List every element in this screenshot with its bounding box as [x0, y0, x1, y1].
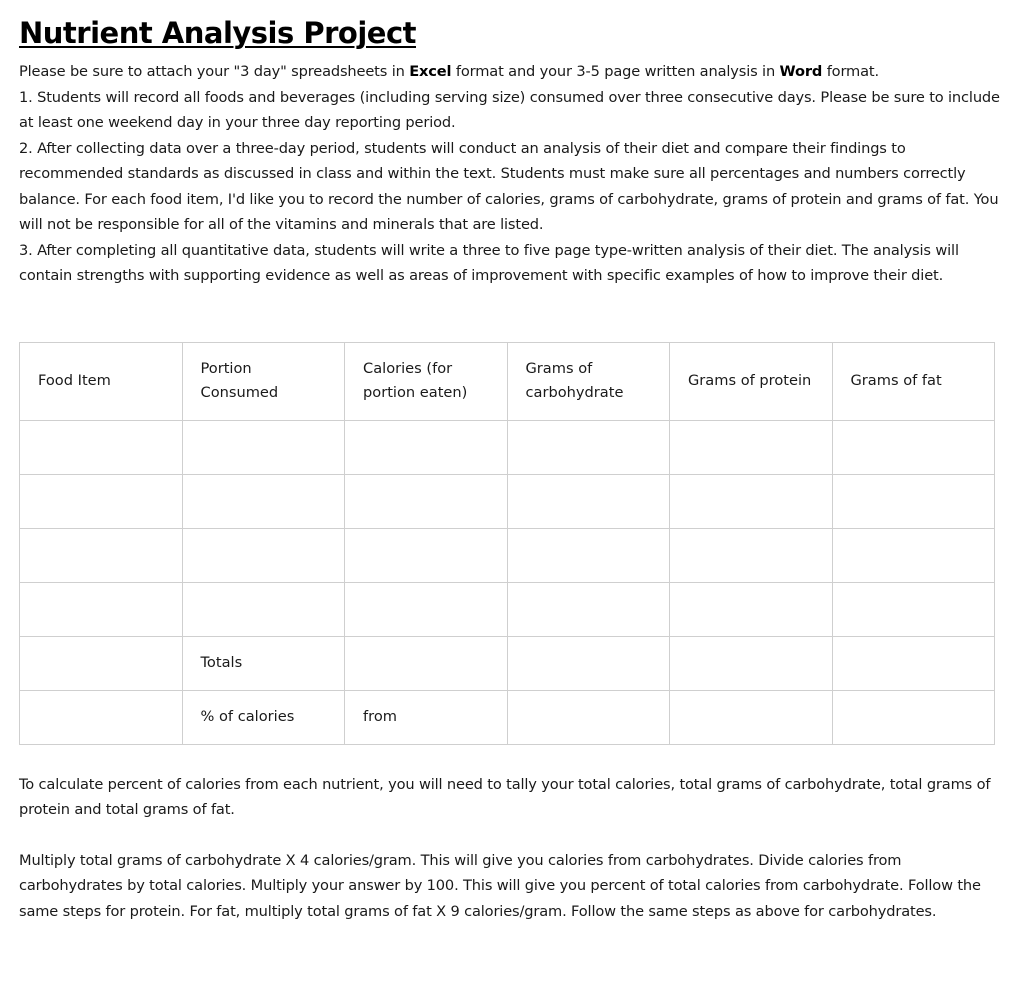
table-cell[interactable]	[670, 582, 833, 636]
table-cell[interactable]	[507, 474, 670, 528]
table-cell[interactable]	[345, 582, 508, 636]
table-cell[interactable]	[182, 528, 345, 582]
table-cell[interactable]	[345, 636, 508, 690]
percent-calories-row	[20, 690, 995, 744]
attach-text-mid: format and your 3-5 page written analysis in	[451, 63, 780, 80]
table-cell[interactable]	[670, 690, 833, 744]
table-row	[20, 474, 995, 528]
table-cell[interactable]	[832, 420, 995, 474]
word-label: Word	[779, 63, 823, 80]
table-cell[interactable]	[20, 474, 183, 528]
header-protein: Grams of protein	[670, 342, 833, 420]
table-header-row	[20, 342, 995, 420]
page-title: Nutrient Analysis Project	[19, 16, 416, 50]
excel-label: Excel	[409, 63, 452, 80]
percent-calories-label: % of calories	[182, 690, 345, 744]
table-cell[interactable]	[20, 636, 183, 690]
instructions	[19, 59, 1005, 289]
table-cell[interactable]	[832, 474, 995, 528]
attach-text-pre: Please be sure to attach your "3 day" spreadsheets in	[19, 63, 410, 80]
table-cell[interactable]	[507, 420, 670, 474]
table-cell[interactable]	[507, 582, 670, 636]
calculation-notes	[19, 772, 1005, 925]
table-cell[interactable]	[670, 420, 833, 474]
header-food-item: Food Item	[20, 342, 183, 420]
table-row	[20, 582, 995, 636]
totals-label: Totals	[182, 636, 345, 690]
table-cell[interactable]	[20, 420, 183, 474]
totals-row	[20, 636, 995, 690]
table-cell[interactable]	[182, 582, 345, 636]
table-cell[interactable]	[20, 690, 183, 744]
table-cell[interactable]	[507, 636, 670, 690]
header-calories: Calories (for portion eaten)	[345, 342, 508, 420]
table-cell[interactable]	[832, 690, 995, 744]
table-cell[interactable]	[832, 636, 995, 690]
attach-text-post: format.	[822, 63, 879, 80]
table-cell[interactable]	[345, 474, 508, 528]
table-cell[interactable]	[832, 528, 995, 582]
header-fat: Grams of fat	[832, 342, 995, 420]
instruction-item-2: 2. After collecting data over a three-day period, students will conduct an analysis of their diet and compare their findings to recommended standards as discussed in class and within the text. Students must make sure all percentages and numbers correctly balance. For each food item, I'd like you to record the number of calories, grams of carbohydrate, grams of protein and grams of fat. You will not be responsible for all of the vitamins and minerals that are listed.	[19, 139, 999, 233]
table-cell[interactable]	[670, 474, 833, 528]
notes-paragraph-1: To calculate percent of calories from each nutrient, you will need to tally your total calories, total grams of carbohydrate, total grams of protein and total grams of fat.	[19, 775, 991, 818]
table-cell[interactable]	[345, 528, 508, 582]
table-cell[interactable]	[670, 528, 833, 582]
notes-paragraph-2: Multiply total grams of carbohydrate X 4 calories/gram. This will give you calories from carbohydrates. Divide calories from carbohydrates by total calories. Multiply your answer by 100. This will give you percent of total calories from carbohydrate. Follow the same steps for protein. For fat, multiply total grams of fat X 9 calories/gram. Follow the same steps as above for carbohydrates.	[19, 851, 981, 920]
table-cell[interactable]	[182, 420, 345, 474]
table-cell[interactable]	[345, 420, 508, 474]
table-cell[interactable]	[832, 582, 995, 636]
instruction-item-3: 3. After completing all quantitative data, students will write a three to five page type-written analysis of their diet. The analysis will contain strengths with supporting evidence as well as areas of improvement with specific examples of how to improve their diet.	[19, 241, 959, 284]
table-cell[interactable]	[182, 474, 345, 528]
table-row	[20, 528, 995, 582]
table-cell[interactable]	[670, 636, 833, 690]
table-cell[interactable]	[507, 690, 670, 744]
from-label: from	[345, 690, 508, 744]
table-cell[interactable]	[20, 582, 183, 636]
instruction-item-1: 1. Students will record all foods and beverages (including serving size) consumed over three consecutive days. Please be sure to include at least one weekend day in your three day reporting period.	[19, 88, 1000, 131]
table-cell[interactable]	[20, 528, 183, 582]
nutrient-table	[19, 342, 995, 745]
table-cell[interactable]	[507, 528, 670, 582]
table-row	[20, 420, 995, 474]
attach-instruction	[19, 59, 1005, 85]
header-carbohydrate: Grams of carbohydrate	[507, 342, 670, 420]
header-portion-consumed: Portion Consumed	[182, 342, 345, 420]
